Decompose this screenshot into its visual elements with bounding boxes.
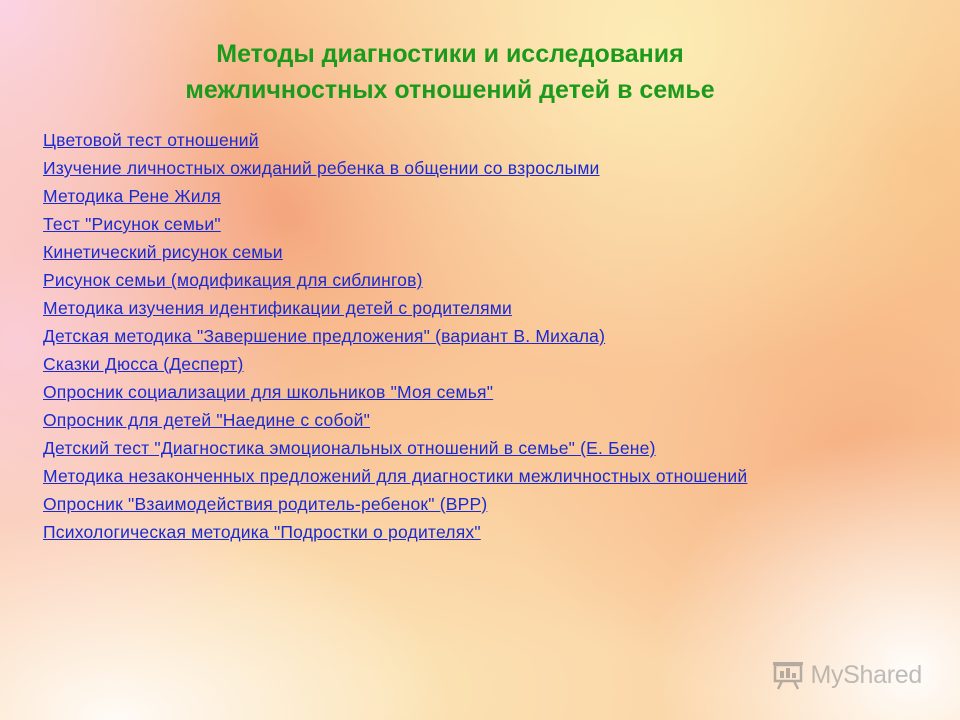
list-item (43, 518, 883, 546)
watermark-text: MyShared (810, 660, 922, 689)
method-link-alone-with-self[interactable]: Опросник для детей "Наедине с собой" (43, 410, 370, 430)
list-item (43, 406, 883, 434)
watermark (771, 660, 922, 690)
method-link-family-drawing-siblings[interactable]: Рисунок семьи (модификация для сиблингов) (43, 270, 423, 290)
list-item (43, 154, 883, 182)
slide-title-line-2: межличностных отношений детей в семье (185, 76, 715, 104)
list-item (43, 182, 883, 210)
list-item (43, 462, 883, 490)
method-link-socialization-questionnaire[interactable]: Опросник социализации для школьников "Моя семья" (43, 382, 494, 402)
list-item (43, 210, 883, 238)
method-link-identification-study[interactable]: Методика изучения идентификации детей с родителями (43, 298, 512, 318)
list-item (43, 266, 883, 294)
method-link-rene-gilles[interactable]: Методика Рене Жиля (43, 186, 221, 206)
list-item (43, 238, 883, 266)
method-link-duss-fables[interactable]: Сказки Дюсса (Десперт) (43, 354, 244, 374)
method-link-personal-expectations[interactable]: Изучение личностных ожиданий ребенка в общении со взрослыми (43, 158, 600, 178)
method-link-kinetic-family-drawing[interactable]: Кинетический рисунок семьи (43, 242, 283, 262)
method-link-family-drawing[interactable]: Тест "Рисунок семьи" (43, 214, 221, 234)
method-link-sentence-completion[interactable]: Детская методика "Завершение предложения" (вариант В. Михала) (43, 326, 606, 346)
list-item (43, 322, 883, 350)
method-link-unfinished-sentences[interactable]: Методика незаконченных предложений для диагностики межличностных отношений (43, 466, 748, 486)
list-item (43, 126, 883, 154)
slide-title-line-1: Методы диагностики и исследования (216, 40, 684, 68)
list-item (43, 434, 883, 462)
list-item (43, 294, 883, 322)
presentation-board-icon (771, 660, 805, 690)
method-link-teenagers-about-parents[interactable]: Психологическая методика "Подростки о родителях" (43, 522, 481, 542)
method-link-color-test[interactable]: Цветовой тест отношений (43, 130, 259, 150)
methods-link-list (43, 126, 883, 546)
list-item (43, 350, 883, 378)
list-item (43, 378, 883, 406)
list-item (43, 490, 883, 518)
method-link-bene-anthony-test[interactable]: Детский тест "Диагностика эмоциональных отношений в семье" (Е. Бене) (43, 438, 656, 458)
method-link-parent-child-interaction[interactable]: Опросник "Взаимодействия родитель-ребенок" (ВРР) (43, 494, 488, 514)
slide-title (60, 36, 840, 108)
